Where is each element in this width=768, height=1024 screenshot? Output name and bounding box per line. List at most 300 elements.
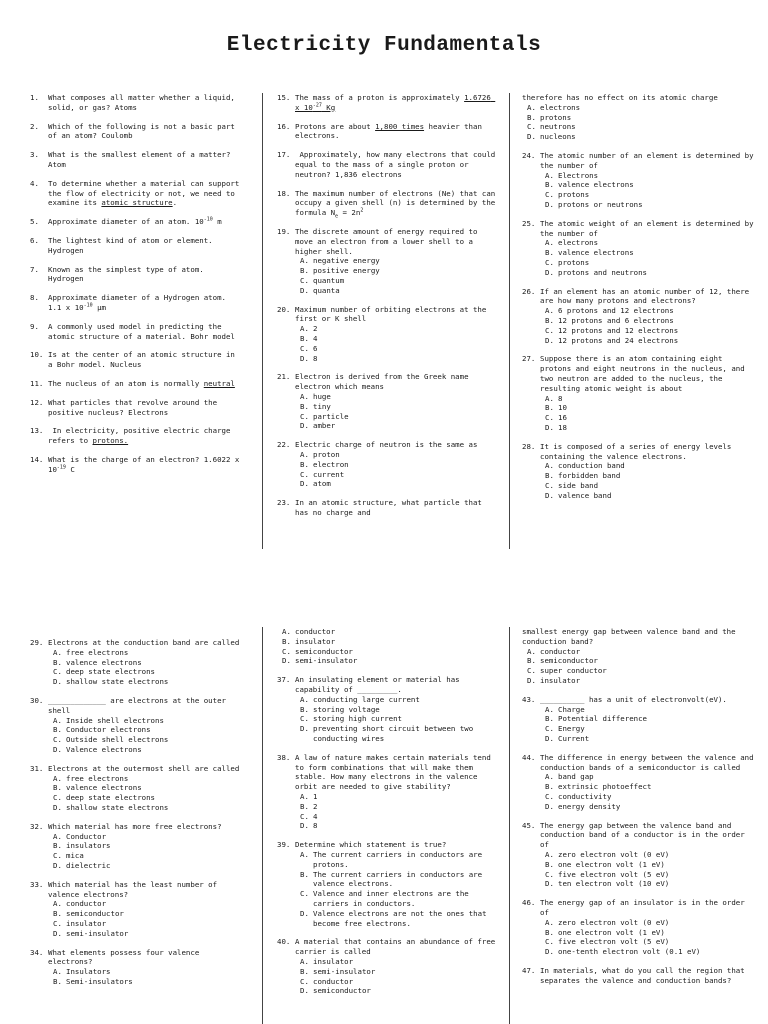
option bbox=[527, 132, 758, 142]
option-letter: C. bbox=[545, 480, 554, 490]
question-text: The discrete amount of energy required to move an electron from a lower shell to a higher shell. bbox=[295, 226, 482, 256]
option bbox=[545, 461, 758, 471]
page-title: Electricity Fundamentals bbox=[226, 34, 542, 57]
option-letter: D. bbox=[300, 908, 309, 918]
option-letter: B. bbox=[545, 782, 554, 792]
option bbox=[545, 734, 758, 744]
option-text: The current carriers in conductors are valence electrons. bbox=[313, 869, 483, 889]
option-text: semiconductor bbox=[313, 986, 371, 996]
option-letter: C. bbox=[545, 869, 554, 879]
question-number: 21. bbox=[277, 372, 291, 382]
option bbox=[545, 413, 758, 423]
question-text: If an element has an atomic number of 12, there are how many protons and electrons? bbox=[540, 286, 754, 306]
question-9: 9. A commonly used model in predicting the atomic structure of a material. Bohr model bbox=[30, 321, 235, 341]
question-number: 26. bbox=[522, 286, 536, 296]
option-text: 12 protons and 24 electrons bbox=[558, 335, 679, 345]
option bbox=[545, 491, 758, 501]
question-text: The energy gap between the valence band and conduction band of a conductor is in the order of bbox=[540, 820, 750, 850]
option-letter: A. bbox=[53, 967, 62, 977]
option-list bbox=[277, 695, 499, 744]
option-list bbox=[30, 967, 242, 987]
option-letter: B. bbox=[300, 704, 309, 714]
option-letter: A. bbox=[300, 956, 309, 966]
question-number: 38. bbox=[277, 752, 291, 762]
option-text: 6 protons and 12 electrons bbox=[558, 306, 674, 316]
question-37 bbox=[277, 675, 499, 744]
option-text: insulator bbox=[313, 956, 354, 966]
option-text: insulator bbox=[66, 918, 107, 928]
question-number: 40. bbox=[277, 937, 291, 947]
question-stem bbox=[522, 442, 758, 462]
option bbox=[545, 190, 758, 200]
question-stem bbox=[30, 696, 242, 716]
option-letter: D. bbox=[545, 490, 554, 500]
option bbox=[545, 471, 758, 481]
option-text: storing voltage bbox=[313, 704, 380, 714]
question-column bbox=[277, 627, 499, 1005]
question-text: An insulating element or material has capability of _________. bbox=[295, 675, 465, 694]
option bbox=[300, 421, 499, 431]
option-text: shallow state electrons bbox=[66, 677, 169, 687]
option bbox=[53, 851, 242, 861]
option-letter: A. bbox=[545, 238, 554, 248]
option-letter: B. bbox=[300, 333, 309, 343]
question-32 bbox=[30, 822, 242, 871]
question-stem bbox=[277, 372, 499, 392]
option-text: conductivity bbox=[558, 791, 612, 801]
question-stem bbox=[522, 151, 758, 171]
question-column bbox=[522, 627, 758, 995]
option bbox=[545, 200, 758, 210]
option-letter: B. bbox=[300, 966, 309, 976]
option-letter: B. bbox=[300, 401, 309, 411]
option-text: 4 bbox=[313, 333, 318, 343]
question-stem bbox=[522, 821, 758, 850]
option-letter: B. bbox=[300, 266, 309, 276]
question-column bbox=[277, 93, 499, 527]
question-34 bbox=[30, 948, 242, 987]
option-letter: B. bbox=[282, 636, 291, 646]
option bbox=[545, 403, 758, 413]
question-continued bbox=[277, 627, 499, 666]
question-26 bbox=[522, 287, 758, 346]
question-text: The energy gap of an insulator is in the order of bbox=[540, 898, 750, 917]
option-text: energy density bbox=[558, 801, 621, 811]
option-text: five electron volt (5 eV) bbox=[558, 869, 670, 879]
question-stem bbox=[522, 219, 758, 239]
option bbox=[53, 735, 242, 745]
option-letter: B. bbox=[527, 112, 536, 122]
option-letter: B. bbox=[53, 725, 62, 735]
option-text: Insulators bbox=[66, 967, 111, 977]
answer-underline: neutral bbox=[203, 378, 235, 388]
option-text: Outside shell electrons bbox=[66, 735, 169, 745]
option bbox=[545, 937, 758, 947]
question-7: 7. Known as the simplest type of atom. Hydrogen bbox=[30, 264, 209, 284]
option bbox=[545, 306, 758, 316]
option bbox=[545, 481, 758, 491]
question-text: Electrons at the conduction band are called bbox=[48, 638, 240, 647]
question-44 bbox=[522, 753, 758, 812]
question-number: 32. bbox=[30, 821, 44, 831]
option bbox=[53, 861, 242, 871]
question-number: 19. bbox=[277, 226, 291, 236]
option-letter: A. bbox=[545, 306, 554, 316]
option bbox=[545, 928, 758, 938]
option-letter: C. bbox=[53, 851, 62, 861]
option-text: Semi-insulators bbox=[66, 976, 133, 986]
question-45 bbox=[522, 821, 758, 890]
option-text: 8 bbox=[313, 821, 318, 831]
option bbox=[300, 977, 499, 987]
option-letter: B. bbox=[545, 180, 554, 190]
question-text: Determine which statement is true? bbox=[295, 840, 447, 850]
option bbox=[527, 666, 758, 676]
option-list bbox=[277, 627, 499, 666]
option-text: semi-insulator bbox=[66, 928, 129, 938]
option-text: Inside shell electrons bbox=[66, 715, 164, 725]
question-number: 27. bbox=[522, 354, 536, 364]
question-stem bbox=[522, 966, 758, 986]
option-text: Electrons bbox=[558, 170, 599, 180]
option bbox=[53, 967, 242, 977]
option-text: protons bbox=[558, 190, 590, 200]
question-stem bbox=[522, 898, 758, 918]
option-text: protons bbox=[558, 257, 590, 267]
option-text: current bbox=[313, 469, 345, 479]
option-text: valence electrons bbox=[558, 248, 634, 258]
option-text: huge bbox=[313, 391, 331, 401]
option bbox=[545, 258, 758, 268]
option-letter: B. bbox=[545, 471, 554, 481]
question-stem bbox=[30, 822, 242, 832]
option-text: Valence electrons are not the ones that become free electrons. bbox=[313, 908, 487, 928]
option-letter: A. bbox=[527, 646, 536, 656]
option bbox=[300, 392, 499, 402]
question-number: 29. bbox=[30, 638, 44, 647]
option-text: Valence and inner electrons are the carriers in conductors. bbox=[313, 889, 469, 908]
option-letter: C. bbox=[527, 666, 536, 676]
option bbox=[300, 256, 499, 266]
option-letter: C. bbox=[545, 791, 554, 801]
option bbox=[282, 647, 499, 657]
question-number: 28. bbox=[522, 441, 536, 451]
option bbox=[545, 782, 758, 792]
question-14: 14. What is the charge of an electron? 1.6022 x $10^{-19}$ C bbox=[30, 454, 244, 474]
column-divider bbox=[509, 93, 510, 549]
option-text: one electron volt (1 eV) bbox=[558, 859, 665, 869]
option-letter: D. bbox=[300, 421, 309, 431]
option bbox=[545, 870, 758, 880]
question-19 bbox=[277, 227, 499, 296]
question-number: 33. bbox=[30, 879, 44, 889]
option bbox=[545, 705, 758, 715]
option-list bbox=[277, 256, 499, 295]
option-letter: A. bbox=[300, 391, 309, 401]
question-column bbox=[30, 638, 242, 996]
option-letter: D. bbox=[53, 744, 62, 754]
question-text: Maximum number of orbiting electrons at the first or K shell bbox=[295, 304, 491, 324]
question-text: Suppose there is an atom containing eight protons and eight neutrons in the nucleus, and two neutron are added to the nucleus, the resulting atomic weight is about bbox=[540, 354, 750, 393]
option bbox=[527, 103, 758, 113]
option-letter: A. bbox=[545, 917, 554, 927]
question-20 bbox=[277, 305, 499, 364]
option-letter: D. bbox=[53, 928, 62, 938]
option-list bbox=[522, 394, 758, 433]
question-16: 16. Protons are about 1,800 times heavier than electrons. bbox=[277, 121, 487, 141]
question-number: 43. bbox=[522, 694, 536, 704]
option-list bbox=[522, 705, 758, 744]
option-letter: A. bbox=[300, 449, 309, 459]
question-number: 25. bbox=[522, 218, 536, 228]
question-number: 45. bbox=[522, 820, 536, 830]
question-text: smallest energy gap between valence band and the conduction band? bbox=[522, 627, 741, 646]
option-letter: C. bbox=[300, 976, 309, 986]
option-letter: A. bbox=[53, 773, 62, 783]
question-29 bbox=[30, 638, 242, 687]
option-text: protons and neutrons bbox=[558, 267, 647, 277]
option-letter: D. bbox=[300, 479, 309, 489]
question-33 bbox=[30, 880, 242, 939]
question-11: 11. The nucleus of an atom is normally neutral bbox=[30, 378, 235, 388]
option-letter: C. bbox=[300, 469, 309, 479]
column-divider bbox=[509, 627, 510, 1024]
option bbox=[545, 171, 758, 181]
option bbox=[545, 850, 758, 860]
option-list bbox=[30, 774, 242, 813]
option bbox=[300, 889, 499, 909]
question-42-continued bbox=[522, 627, 758, 686]
option-text: free electrons bbox=[66, 773, 129, 783]
question-13: 13. In electricity, positive electric charge refers to protons. bbox=[30, 426, 235, 446]
option-text: conductor bbox=[66, 899, 107, 909]
option bbox=[53, 667, 242, 677]
option-list bbox=[30, 648, 242, 687]
question-38 bbox=[277, 753, 499, 831]
option-text: electrons bbox=[540, 102, 581, 112]
question-number: 30. bbox=[30, 695, 44, 705]
option-text: Charge bbox=[558, 704, 585, 714]
option-text: 10 bbox=[558, 403, 567, 413]
option-letter: A. bbox=[545, 772, 554, 782]
option bbox=[300, 724, 499, 744]
question-stem bbox=[30, 764, 242, 774]
option bbox=[53, 977, 242, 987]
option bbox=[53, 658, 242, 668]
option-list bbox=[522, 647, 758, 686]
option-text: quantum bbox=[313, 275, 345, 285]
option-letter: A. bbox=[545, 170, 554, 180]
option-text: extrinsic photoeffect bbox=[558, 782, 652, 792]
option-text: zero electron volt (0 eV) bbox=[558, 917, 670, 927]
option-text: conduction band bbox=[558, 461, 625, 471]
option-letter: C. bbox=[300, 714, 309, 724]
question-text: Which material has the least number of valence electrons? bbox=[48, 879, 222, 899]
option-letter: A. bbox=[300, 694, 309, 704]
question-18: 18. The maximum number of electrons (Ne) that can occupy a given shell (n) is determined by the formula $N_e = 2n^2$ bbox=[277, 188, 500, 220]
option-list bbox=[522, 171, 758, 210]
question-stem bbox=[277, 498, 499, 518]
question-column bbox=[522, 93, 758, 509]
option-letter: A. bbox=[545, 461, 554, 471]
question-5: 5. Approximate diameter of an atom. $10^{-10}$ m bbox=[30, 216, 222, 227]
option-text: conductor bbox=[295, 627, 336, 636]
option-text: dielectric bbox=[66, 860, 111, 870]
option-text: semiconductor bbox=[295, 646, 353, 656]
option bbox=[527, 113, 758, 123]
option-list bbox=[277, 392, 499, 431]
option-text: amber bbox=[313, 421, 336, 431]
option-text: insulators bbox=[66, 841, 111, 851]
question-text: It is composed of a series of energy levels containing the valence electrons. bbox=[540, 441, 736, 461]
option-list bbox=[522, 103, 758, 142]
option-letter: B. bbox=[300, 459, 309, 469]
option-text: positive energy bbox=[313, 266, 380, 276]
option-list bbox=[522, 850, 758, 889]
option-text: deep state electrons bbox=[66, 793, 155, 803]
option-text: 2 bbox=[313, 801, 318, 811]
option-letter: D. bbox=[53, 860, 62, 870]
option-text: insulator bbox=[295, 636, 336, 646]
option-letter: C. bbox=[545, 190, 554, 200]
option-letter: B. bbox=[300, 869, 309, 879]
option-text: band gap bbox=[558, 772, 594, 782]
option-text: valence electrons bbox=[66, 783, 142, 793]
question-47 bbox=[522, 966, 758, 986]
option-text: protons or neutrons bbox=[558, 199, 643, 209]
option-text: super conductor bbox=[540, 666, 607, 676]
option bbox=[300, 334, 499, 344]
question-number: 46. bbox=[522, 898, 536, 908]
option-letter: B. bbox=[53, 657, 62, 667]
question-12: 12. What particles that revolve around the positive nucleus? Electrons bbox=[30, 397, 222, 417]
question-stem bbox=[277, 305, 499, 325]
option-list bbox=[277, 324, 499, 363]
question-number: 20. bbox=[277, 304, 291, 314]
option-text: 6 bbox=[313, 343, 318, 353]
option bbox=[545, 714, 758, 724]
option-text: conductor bbox=[313, 976, 354, 986]
option-letter: B. bbox=[53, 783, 62, 793]
option bbox=[545, 792, 758, 802]
option-list bbox=[277, 450, 499, 489]
option-letter: C. bbox=[300, 411, 309, 421]
option-letter: C. bbox=[545, 257, 554, 267]
option-letter: A. bbox=[53, 831, 62, 841]
option-letter: C. bbox=[53, 793, 62, 803]
option bbox=[53, 677, 242, 687]
option-letter: A. bbox=[527, 102, 536, 112]
option bbox=[53, 783, 242, 793]
option-letter: C. bbox=[300, 275, 309, 285]
option-letter: D. bbox=[527, 132, 536, 142]
question-4: 4. To determine whether a material can support the flow of electricity or not, we need to examine its atomic structure. bbox=[30, 178, 244, 208]
option-letter: D. bbox=[300, 724, 309, 734]
option bbox=[300, 695, 499, 705]
option-text: Potential difference bbox=[558, 714, 647, 724]
option-letter: B. bbox=[545, 714, 554, 724]
option-letter: D. bbox=[300, 285, 309, 295]
option-text: free electrons bbox=[66, 647, 129, 657]
answer-underline: protons. bbox=[92, 436, 129, 446]
question-15: 15. The mass of a proton is approximately 1.6726 x $10^{-27}$ Kg bbox=[277, 93, 496, 112]
option-letter: C. bbox=[545, 325, 554, 335]
question-text: _____________ are electrons at the outer shell bbox=[48, 695, 231, 715]
question-text: __________ has a unit of electronvolt(eV). bbox=[540, 694, 727, 704]
option-list bbox=[30, 716, 242, 755]
option-letter: D. bbox=[527, 675, 536, 685]
question-23 bbox=[277, 498, 499, 518]
option bbox=[300, 986, 499, 996]
question-column bbox=[30, 93, 242, 484]
option bbox=[300, 812, 499, 822]
question-stem bbox=[522, 695, 758, 705]
question-stem bbox=[30, 948, 242, 968]
option-letter: D. bbox=[545, 947, 554, 957]
option bbox=[53, 793, 242, 803]
option-letter: D. bbox=[53, 802, 62, 812]
question-10: 10. Is at the center of an atomic structure in a Bohr model. Nucleus bbox=[30, 350, 240, 370]
option-letter: D. bbox=[545, 879, 554, 889]
option-letter: A. bbox=[53, 647, 62, 657]
option-text: quanta bbox=[313, 285, 340, 295]
option-list bbox=[522, 461, 758, 500]
option bbox=[300, 957, 499, 967]
option-text: 1 bbox=[313, 791, 318, 801]
option-letter: D. bbox=[300, 986, 309, 996]
option bbox=[53, 648, 242, 658]
question-39 bbox=[277, 840, 499, 928]
option-text: mica bbox=[66, 851, 84, 861]
option bbox=[545, 180, 758, 190]
option bbox=[527, 676, 758, 686]
option-letter: D. bbox=[282, 656, 291, 666]
option-text: conductor bbox=[540, 646, 581, 656]
option bbox=[527, 647, 758, 657]
option bbox=[53, 841, 242, 851]
option-letter: D. bbox=[53, 677, 62, 687]
question-stem bbox=[277, 753, 499, 792]
option-text: electrons bbox=[558, 238, 599, 248]
option bbox=[545, 316, 758, 326]
question-8: 8. Approximate diameter of a Hydrogen atom. 1.1 x $10^{-10}$ μm bbox=[30, 293, 231, 312]
option bbox=[300, 266, 499, 276]
option-text: 16 bbox=[558, 413, 567, 423]
option bbox=[53, 716, 242, 726]
option-letter: D. bbox=[300, 353, 309, 363]
question-number: 34. bbox=[30, 947, 44, 957]
option bbox=[282, 637, 499, 647]
option bbox=[300, 286, 499, 296]
option-letter: C. bbox=[300, 343, 309, 353]
option-text: tiny bbox=[313, 401, 331, 411]
option bbox=[300, 276, 499, 286]
question-stem bbox=[522, 287, 758, 307]
question-number: 24. bbox=[522, 150, 536, 160]
question-46 bbox=[522, 898, 758, 957]
option bbox=[300, 802, 499, 812]
question-number: 23. bbox=[277, 498, 291, 508]
option bbox=[545, 238, 758, 248]
option bbox=[545, 860, 758, 870]
option-text: Conductor bbox=[66, 831, 107, 841]
option bbox=[545, 724, 758, 734]
question-text: The atomic number of an element is determined by the number of bbox=[540, 150, 759, 170]
option bbox=[300, 450, 499, 460]
option-text: storing high current bbox=[313, 714, 402, 724]
option bbox=[300, 870, 499, 890]
option-text: forbidden band bbox=[558, 471, 621, 481]
